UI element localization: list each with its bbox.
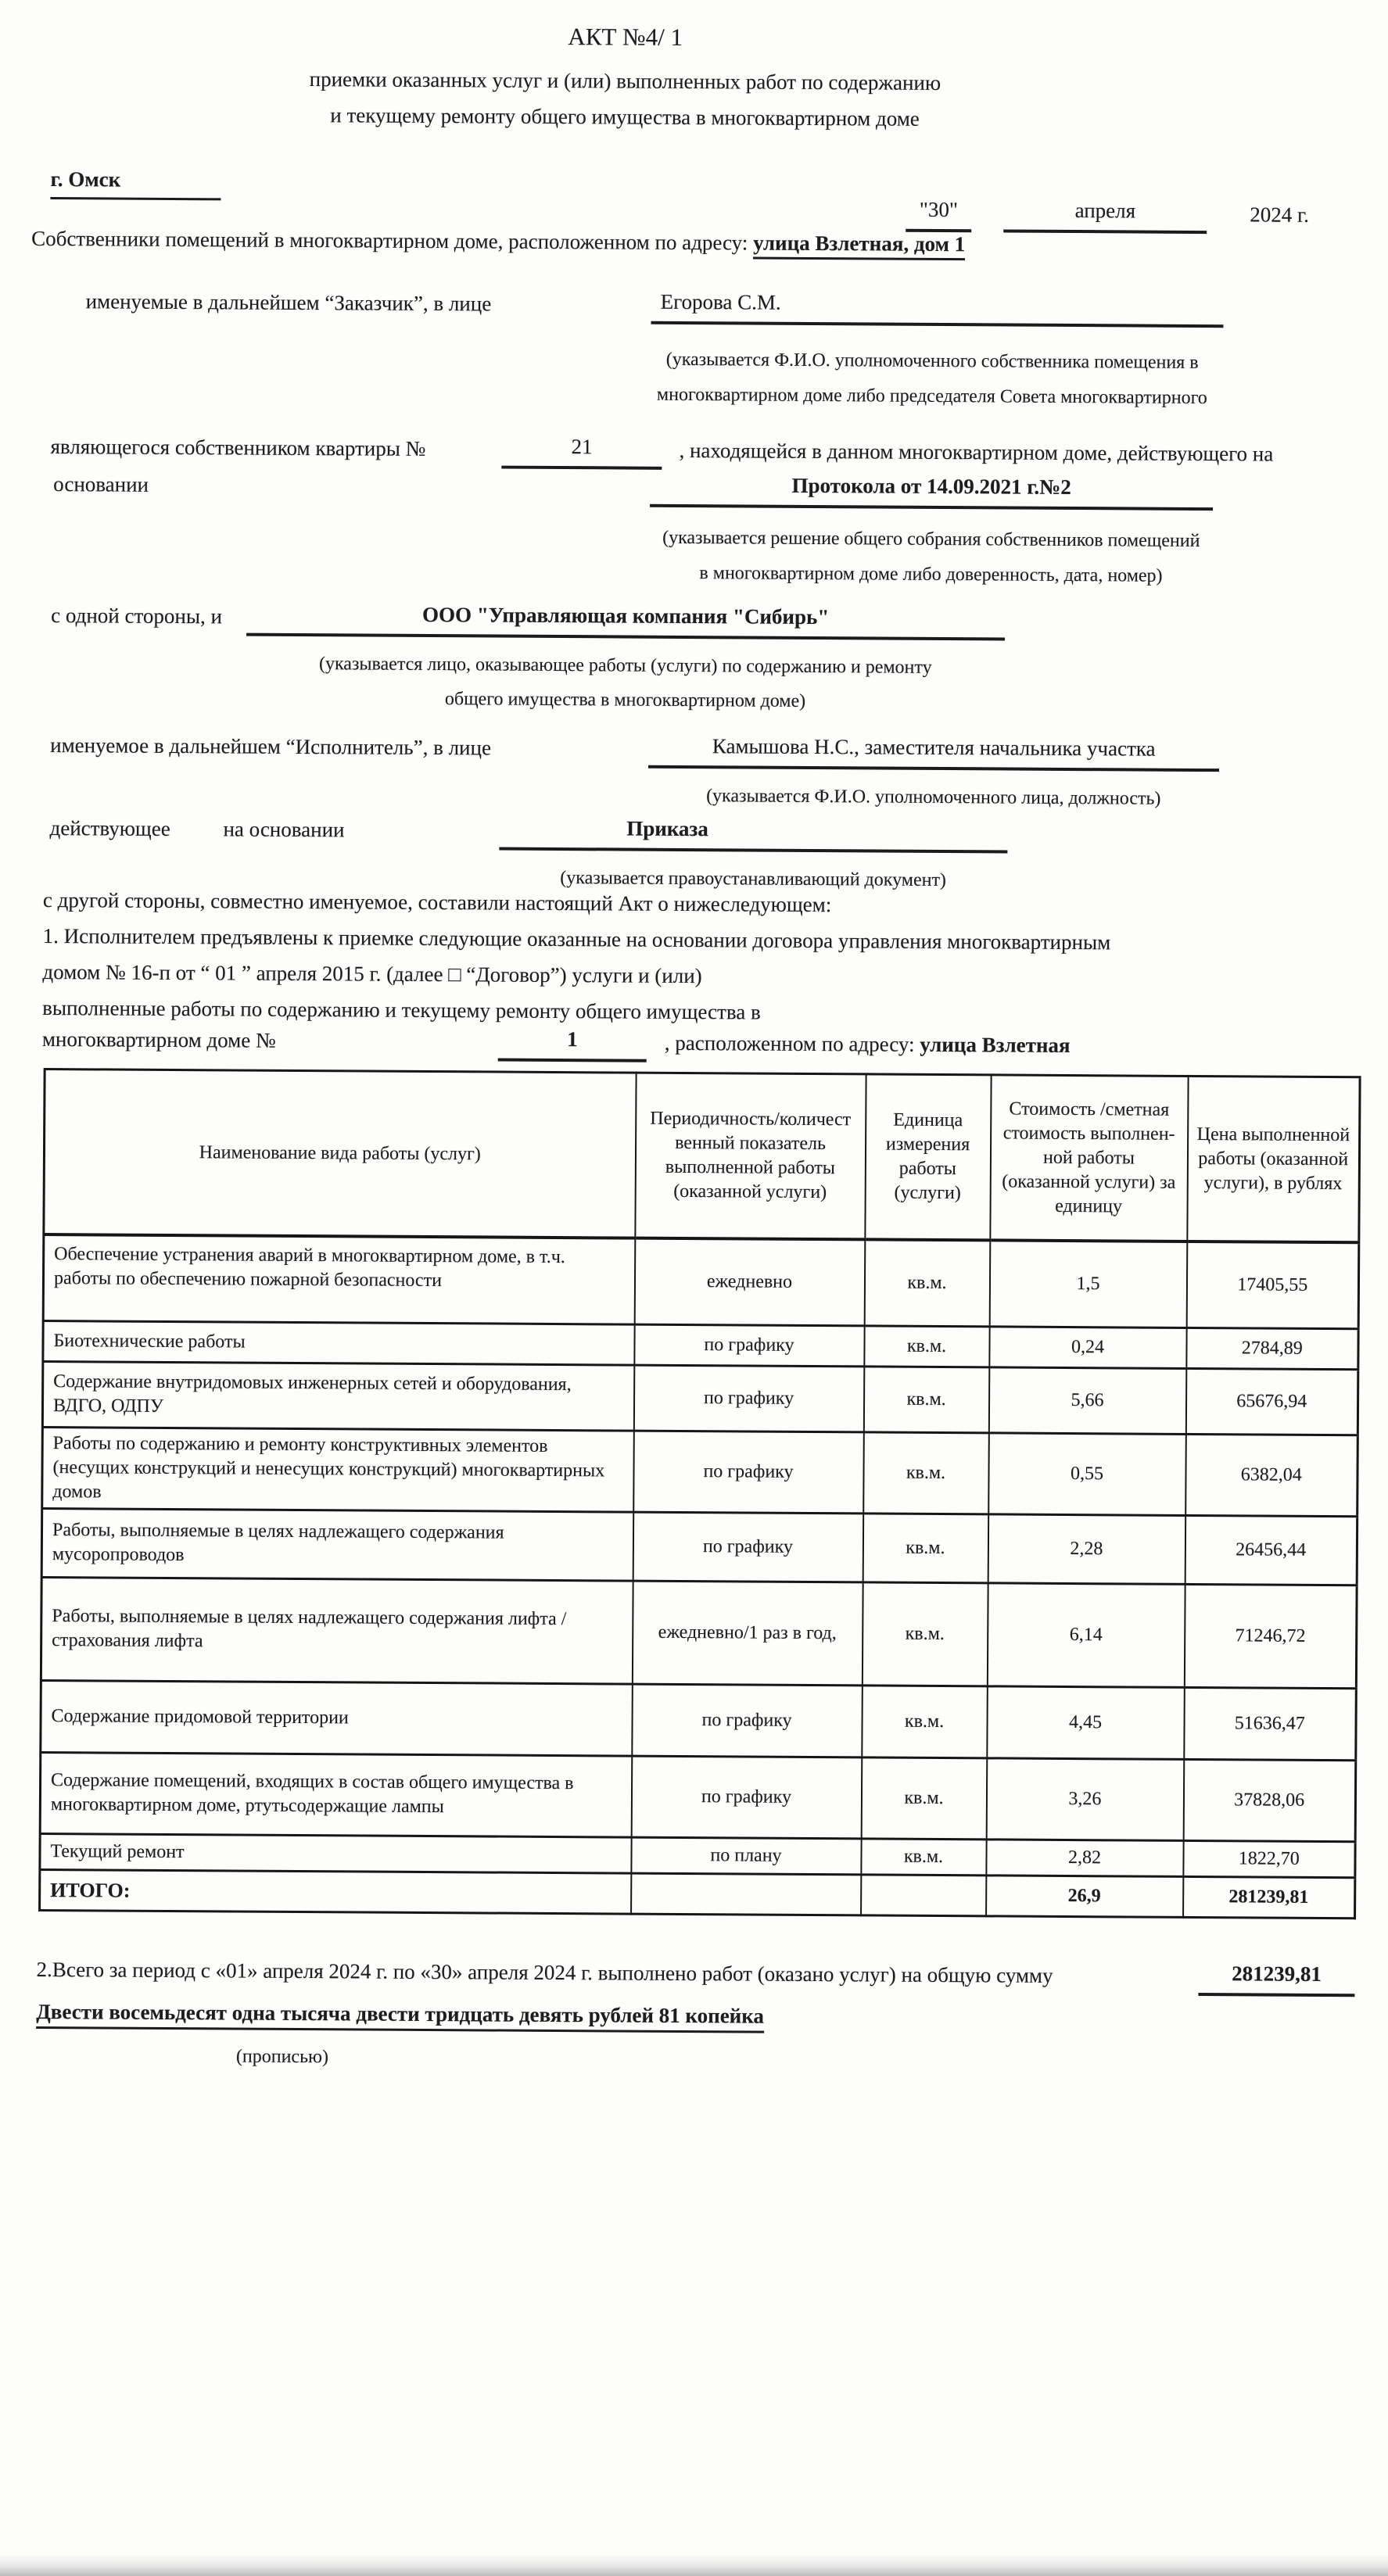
total-period-empty (631, 1873, 861, 1915)
scan-bottom-edge (0, 2554, 1388, 2576)
cell-unit: кв.м. (863, 1366, 989, 1432)
cell-unit: кв.м. (861, 1757, 987, 1839)
table-row (41, 1577, 1357, 1688)
header-name: Наименование вида работы (услуг) (44, 1069, 636, 1238)
table-header-row (44, 1069, 1360, 1243)
hint-owner-line-1: (указывается Ф.И.О. уполномоченного собственника помещения в (665, 349, 1199, 374)
hint-person: (указывается Ф.И.О. уполномоченного лица, должность) (706, 786, 1161, 809)
table-row (43, 1234, 1359, 1328)
summary-total-amount: 281239,81 (1198, 1960, 1354, 1997)
table-row (41, 1508, 1358, 1585)
cell-name: Содержание помещений, входящих в состав общего имущества в многоквартирном доме, ртутьсодержащие лампы (40, 1752, 632, 1837)
table-row (42, 1427, 1358, 1516)
house-number: 1 (498, 1026, 647, 1062)
cell-price: 17405,55 (1186, 1241, 1359, 1328)
cell-period: ежедневно/1 раз в год, (632, 1581, 863, 1686)
hint-owner-line-2: многоквартирном доме либо председателя Совета многоквартирного (656, 384, 1207, 409)
clause1-line-3: выполненные работы по содержанию и текущему ремонту общего имущества в (42, 995, 761, 1024)
services-table (38, 1068, 1361, 1919)
flat-number: 21 (501, 433, 662, 470)
cell-period: по графику (633, 1512, 863, 1582)
cell-price: 6382,04 (1185, 1434, 1358, 1516)
contractor-company: ООО "Управляющая компания "Сибирь" (246, 600, 1005, 641)
cell-rate: 1,5 (989, 1240, 1187, 1327)
cell-price: 1822,70 (1183, 1840, 1355, 1877)
cell-name: Содержание придомовой территории (41, 1680, 633, 1756)
hint-document: (указывается правоустанавливающий документ) (560, 868, 947, 891)
address-value: улица Взлетная, дом 1 (753, 231, 965, 261)
cell-period: по графику (632, 1684, 863, 1757)
hint-company-line-2: общего имущества в многоквартирном доме) (444, 689, 806, 711)
cell-rate: 2,28 (988, 1514, 1185, 1584)
other-side-line: с другой стороны, совместно именуемое, составили настоящий Акт о нижеследующем: (42, 887, 832, 917)
subtitle-line-2: и текущему ремонту общего имущества в многоквартирном доме (330, 103, 920, 131)
flat-label: являющегося собственником квартиры № (50, 435, 426, 460)
cell-price: 71246,72 (1184, 1584, 1357, 1688)
header-period: Периодичность/количест венный показатель выполненной работы (оказанной услуги) (635, 1073, 866, 1239)
city-label: г. Омск (50, 166, 221, 200)
header-price: Цена выполненной работы (оказанной услуги), в рублях (1187, 1076, 1360, 1242)
total-unit-empty (861, 1874, 986, 1915)
cell-period: по графику (634, 1324, 864, 1367)
header-unit: Единица измерения работы (услуги) (865, 1074, 991, 1240)
cell-rate: 0,24 (989, 1326, 1186, 1368)
header-rate: Стоимость /сметная стоимость выполнен-ной работы (оказанной услуги) за единицу (990, 1075, 1188, 1241)
basis-label: основании (53, 472, 149, 496)
amount-words: Двести восемьдесят одна тысяча двести тридцать девять рублей 81 копейка (36, 2000, 764, 2033)
cell-unit: кв.м. (863, 1513, 988, 1582)
cell-rate: 5,66 (988, 1367, 1186, 1434)
owners-intro: Собственники помещений в многоквартирном доме, расположенном по адресу: (31, 226, 748, 255)
basis-value: Протокола от 14.09.2021 г.№2 (650, 471, 1213, 511)
cell-rate: 3,26 (986, 1757, 1184, 1840)
subtitle-line-1: приемки оказанных услуг и (или) выполненных работ по содержанию (309, 67, 941, 95)
cell-period: по графику (633, 1431, 864, 1514)
cell-period: по графику (631, 1756, 862, 1839)
cell-period: по плану (631, 1837, 861, 1875)
cell-period: ежедневно (634, 1238, 865, 1326)
acting-label-2: на основании (223, 817, 345, 842)
words-hint: (прописью) (235, 2046, 329, 2068)
cell-unit: кв.м. (863, 1431, 989, 1514)
cell-price: 26456,44 (1185, 1515, 1358, 1585)
flat-suffix: , находящейся в данном многоквартирном доме, действующего на (679, 438, 1274, 466)
cell-unit: кв.м. (864, 1239, 990, 1326)
cell-name: Текущий ремонт (40, 1833, 631, 1873)
house-suffix: , расположенном по адресу: (664, 1030, 920, 1056)
page-title: АКТ №4/ 1 (568, 23, 683, 51)
table-row (41, 1680, 1357, 1760)
cell-period: по графику (633, 1365, 864, 1432)
cell-name: Биотехнические работы (43, 1320, 634, 1365)
cell-rate: 0,55 (988, 1432, 1186, 1515)
cell-price: 2784,89 (1186, 1327, 1358, 1369)
table-total-row (40, 1869, 1355, 1918)
date-month: апреля (1003, 196, 1207, 234)
house-street: улица Взлетная (920, 1032, 1071, 1058)
cell-price: 65676,94 (1185, 1368, 1358, 1435)
executor-name: Камышова Н.С., заместителя начальника участка (648, 733, 1219, 772)
table-row (40, 1752, 1356, 1841)
side1-label: с одной стороны, и (51, 604, 223, 629)
cell-name: Обеспечение устранения аварий в многоквартирном доме, в т.ч. работы по обеспечению пожарной безопасности (43, 1234, 635, 1324)
cell-unit: кв.м. (862, 1582, 988, 1686)
total-label: ИТОГО: (40, 1869, 631, 1914)
cell-unit: кв.м. (862, 1685, 988, 1757)
cell-price: 51636,47 (1184, 1687, 1357, 1760)
table-row (42, 1361, 1358, 1435)
customer-label: именуемые в дальнейшем “Заказчик”, в лице (85, 289, 492, 316)
executor-label: именуемое в дальнейшем “Исполнитель”, в лице (50, 733, 492, 760)
total-price: 281239,81 (1183, 1876, 1355, 1918)
cell-unit: кв.м. (864, 1325, 989, 1367)
hint-resolution-line-1: (указывается решение общего собрания собственников помещений (662, 527, 1200, 552)
cell-name: Содержание внутридомовых инженерных сетей и оборудования, ВДГО, ОДПУ (42, 1361, 633, 1431)
cell-unit: кв.м. (861, 1838, 986, 1875)
acting-value: Приказа (626, 816, 708, 841)
summary-period-line: 2.Всего за период с «01» апреля 2024 г. по «30» апреля 2024 г. выполнено работ (оказано услуг) на общую сумму (36, 1957, 1053, 1987)
total-rate: 26,9 (986, 1875, 1183, 1917)
hint-company-line-1: (указывается лицо, оказывающее работы (услуги) по содержанию и ремонту (318, 654, 932, 678)
cell-name: Работы, выполняемые в целях надлежащего содержания мусоропроводов (41, 1508, 633, 1581)
acting-label-1: действующее (49, 816, 170, 840)
cell-price: 37828,06 (1183, 1759, 1356, 1841)
cell-rate: 4,45 (987, 1686, 1185, 1759)
clause1-line-1: 1. Исполнителем предъявлены к приемке следующие оказанные на основании договора управления многоквартирным (42, 923, 1111, 955)
cell-rate: 6,14 (987, 1582, 1185, 1687)
house-label: многоквартирном доме № (41, 1026, 276, 1052)
cell-name: Работы, выполняемые в целях надлежащего содержания лифта / страхования лифта (41, 1577, 633, 1684)
date-day: "30" (906, 196, 971, 233)
cell-rate: 2,82 (986, 1839, 1183, 1876)
date-year: 2024 г. (1250, 202, 1309, 227)
clause1-line-2: домом № 16-п от “ 01 ” апреля 2015 г. (далее □ “Договор”) услуги и (или) (42, 959, 702, 988)
hint-resolution-line-2: в многоквартирном доме либо доверенность, дата, номер) (699, 563, 1163, 586)
cell-name: Работы по содержанию и ремонту конструктивных элементов (несущих конструкций и ненесущих конструкций) многоквартирных домов (42, 1427, 634, 1512)
customer-name: Егорова С.М. (651, 288, 1223, 328)
